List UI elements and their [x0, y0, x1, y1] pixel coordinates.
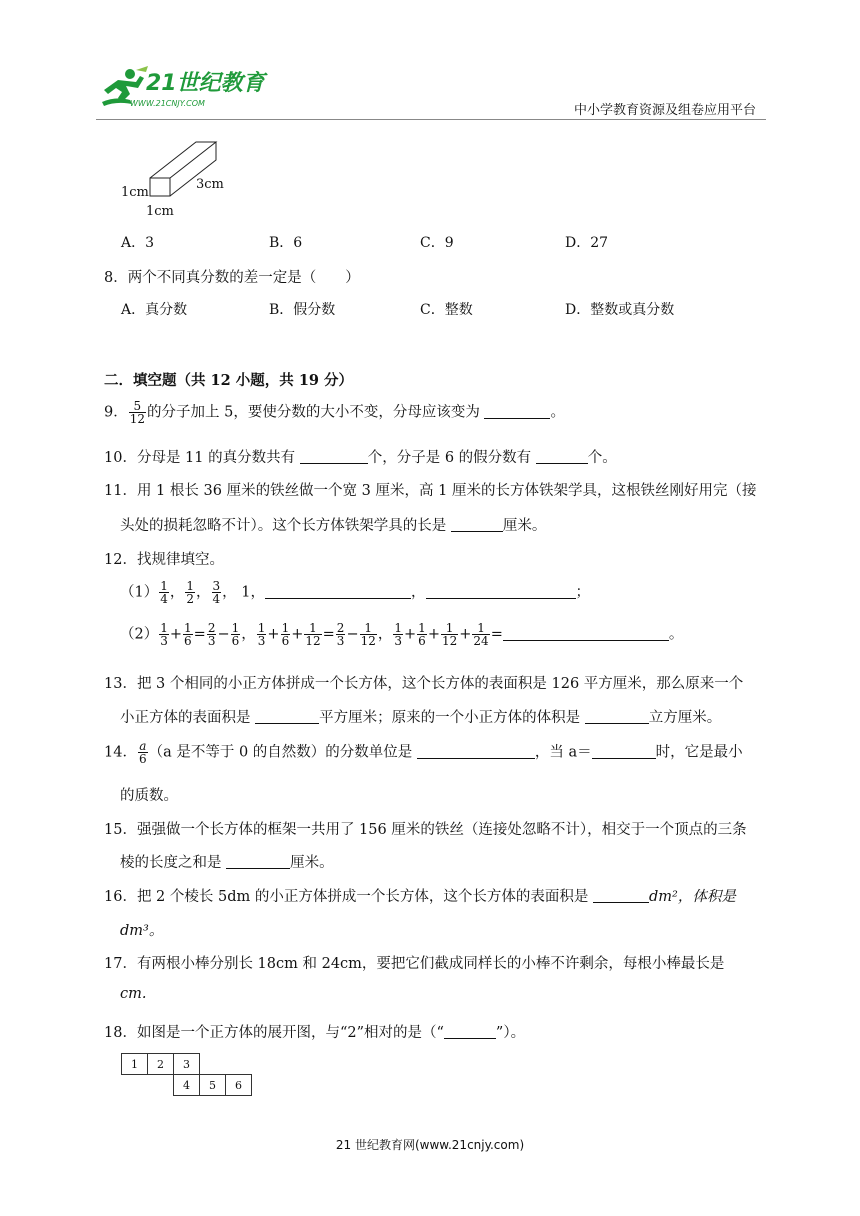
cube-net	[121, 1053, 252, 1096]
q12-sub1: （1） $\frac{1}{4}$ ， $\frac{1}{2}$ ， $\frac{3}{4}$ ， 1， ， ；	[120, 579, 590, 606]
logo-url: WWW.21CNJY.COM	[130, 99, 205, 108]
q9-text: 的分子加上 5，要使分数的大小不变，分母应该变为	[147, 404, 480, 421]
q9-end: 。	[550, 404, 565, 421]
net-empty	[122, 1075, 148, 1096]
q12-sub2-blank[interactable]	[503, 626, 669, 641]
q10-part1: 10．分母是 11 的真分数共有	[104, 450, 296, 466]
q14-text-1: （a 是不等于 0 的自然数）的分数单位是	[148, 744, 413, 761]
q18-text-b: ”）。	[495, 1025, 526, 1041]
q11-line2-text: 头处的损耗忽略不计）。这个长方体铁架学具的长是	[120, 518, 447, 534]
q11-line1: 11．用 1 根长 36 厘米的铁丝做一个宽 3 厘米，高 1 厘米的长方体铁架学具，这根铁丝刚好用完（接	[104, 483, 757, 499]
q14-fraction	[138, 740, 148, 765]
q11-line2-end: 厘米。	[502, 518, 547, 534]
q7-option-d: D．27	[565, 235, 609, 251]
net-cell: 6	[226, 1075, 252, 1096]
q12-sub1-blank-2[interactable]	[426, 584, 576, 599]
q17-line2: cm.	[120, 986, 147, 1002]
q10	[104, 446, 617, 467]
q15-answer-blank[interactable]	[226, 854, 290, 869]
q8-stem: 8．两个不同真分数的差一定是（ ）	[104, 270, 360, 286]
q12-sub1-label: （1）	[120, 584, 159, 601]
q13-text-a: 小正方体的表面积是	[120, 710, 251, 726]
platform-name: 中小学教育资源及组卷应用平台	[573, 103, 756, 118]
net-empty	[148, 1075, 174, 1096]
q12-sub2: （2） $\frac{1}{3}$ + $\frac{1}{6}$ = $\frac{2}{3}$ − $\frac{1}{6}$ ， $\frac{1}{3}$ + $\frac{1}{6}$ + $\frac{1}{12}$ = $\frac{2}{3}$ − $\frac{1}{12}$ ， $\frac{1}{3}$ + $\frac{1}{6}$ + $\frac{1}{12}$ + $\frac{1}{24}$ = 。	[120, 621, 684, 648]
q9-frac-numerator: 5	[129, 400, 146, 413]
q14-frac-numerator: a	[139, 739, 147, 753]
net-empty	[200, 1054, 226, 1075]
q15-text: 棱的长度之和是	[120, 855, 222, 871]
q12-seq-frac-3	[212, 580, 222, 605]
q13-text-b: 平方厘米；原来的一个小正方体的体积是	[319, 710, 581, 726]
page-footer: 21 世纪教育网(www.21cnjy.com)	[335, 1138, 525, 1152]
numerator: 3	[212, 579, 221, 593]
q12-stem: 12．找规律填空。	[104, 552, 224, 568]
q10-blank-2[interactable]	[536, 449, 588, 464]
q14-blank-2[interactable]	[592, 744, 656, 759]
q14-line1	[104, 740, 743, 765]
q18-answer-blank[interactable]	[444, 1024, 496, 1039]
denominator: 2	[186, 592, 195, 606]
q9-fraction	[129, 400, 146, 425]
q13-line1: 13．把 3 个相同的小正方体拼成一个长方体，这个长方体的表面积是 126 平方厘米，那么原来一个	[104, 676, 744, 692]
q12-sub1-end: ；	[575, 584, 590, 601]
q18	[104, 1021, 525, 1042]
header-divider	[96, 119, 766, 120]
net-cell: 5	[200, 1075, 226, 1096]
logo-text: 21世纪教育	[146, 71, 265, 96]
q12-sub2-end: 。	[668, 626, 684, 643]
q12-sub1-sep: ，	[411, 584, 426, 601]
q16-text-b: dm²，体积是	[648, 889, 736, 905]
net-cell: 4	[174, 1075, 200, 1096]
q14-blank-1[interactable]	[417, 744, 535, 759]
q14-frac-denominator: 6	[138, 752, 147, 766]
q12-sub1-blank-1[interactable]	[265, 584, 411, 599]
denominator: 4	[160, 592, 168, 606]
section-title: 二．填空题（共 12 小题，共 19 分）	[104, 372, 354, 389]
q12-sub2-label: （2）	[120, 626, 159, 643]
q9	[104, 400, 565, 425]
denominator: 4	[212, 592, 221, 606]
q8-option-a: A．真分数	[121, 302, 188, 318]
q15-line1: 15．强强做一个长方体的框架一共用了 156 厘米的铁丝（连接处忽略不计），相交于一个顶点的三条	[104, 822, 747, 838]
q7-option-a: A．3	[121, 235, 155, 251]
q14-number: 14．	[104, 744, 137, 761]
q15-line2	[120, 851, 334, 872]
q9-frac-denominator: 12	[129, 412, 146, 426]
q16-line2: dm³。	[120, 923, 164, 939]
q14-text-3: 时，它是最小	[655, 744, 743, 761]
q8-option-c: C．整数	[420, 302, 473, 318]
q13-blank-1[interactable]	[255, 709, 319, 724]
q7-option-b: B．6	[269, 235, 303, 251]
q16-answer-blank[interactable]	[593, 888, 649, 903]
q8-option-d: D．整数或真分数	[565, 302, 675, 318]
q10-part3: 个。	[587, 450, 617, 466]
q16-line1	[104, 885, 736, 906]
cuboid-length-label: 3cm	[196, 177, 224, 192]
q12-seq-one: 1，	[241, 584, 265, 601]
q17-line1: 17．有两根小棒分别长 18cm 和 24cm，要把它们截成同样长的小棒不许剩余，每根小棒最长是	[104, 956, 725, 972]
net-cell: 2	[148, 1054, 174, 1075]
q9-answer-blank[interactable]	[484, 404, 550, 419]
q11-answer-blank[interactable]	[451, 517, 503, 532]
net-empty	[226, 1054, 252, 1075]
q8-option-b: B．假分数	[269, 302, 336, 318]
cuboid-width-label: 1cm	[146, 204, 174, 219]
numerator: 1	[186, 579, 195, 593]
q10-blank-1[interactable]	[300, 449, 368, 464]
q13-line2	[120, 706, 721, 727]
q12-seq-frac-2	[185, 580, 195, 605]
q12-seq-frac-1	[159, 580, 169, 605]
q14-line2: 的质数。	[120, 788, 178, 804]
net-cell: 3	[174, 1054, 200, 1075]
net-cell: 1	[122, 1054, 148, 1075]
q15-end: 厘米。	[290, 855, 334, 871]
q16-text-a: 16．把 2 个棱长 5dm 的小正方体拼成一个长方体，这个长方体的表面积是	[104, 889, 589, 905]
numerator: 1	[160, 579, 168, 593]
q13-blank-2[interactable]	[585, 709, 649, 724]
q10-part2: 个，分子是 6 的假分数有	[367, 450, 532, 466]
cuboid-height-label: 1cm	[121, 185, 149, 200]
q18-text-a: 18．如图是一个正方体的展开图，与“2”相对的是（“	[104, 1025, 444, 1041]
q11-line2	[120, 514, 546, 535]
q14-text-2: ，当 a＝	[534, 744, 592, 761]
q7-option-c: C．9	[420, 235, 454, 251]
q9-number: 9．	[104, 404, 128, 421]
q13-text-c: 立方厘米。	[648, 710, 722, 726]
